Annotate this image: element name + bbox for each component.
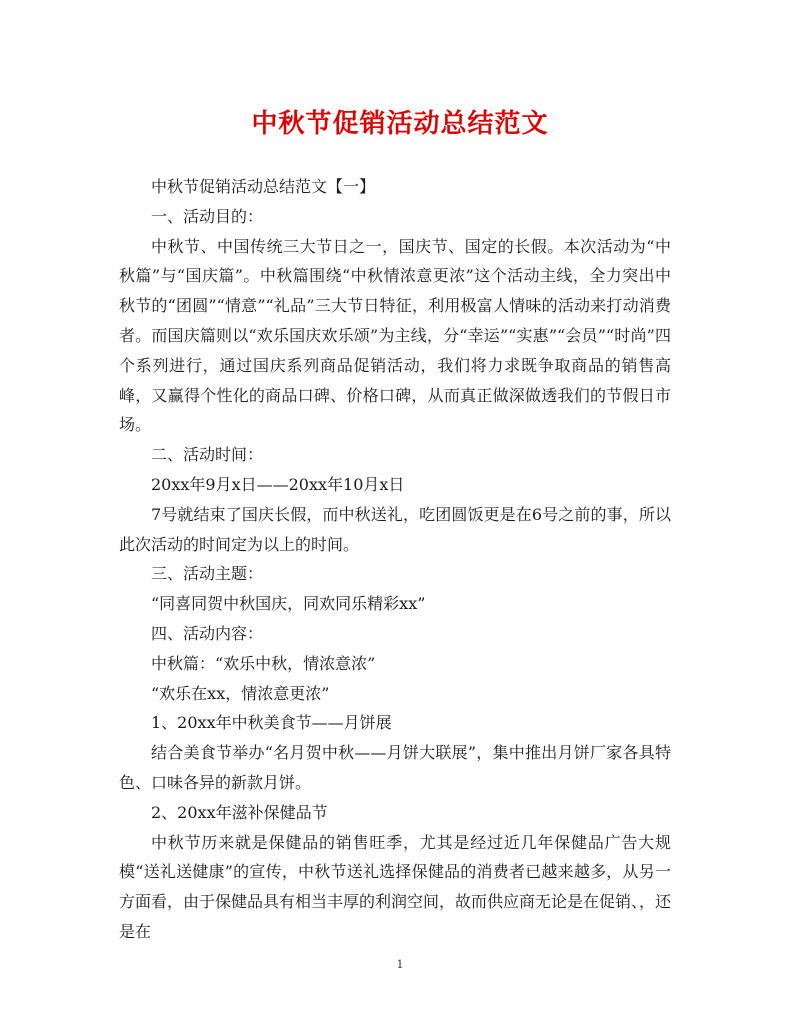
paragraph: 中秋篇：“欢乐中秋，情浓意浓” — [151, 653, 376, 673]
paragraph: 结合美食节举办“名月贺中秋——月饼大联展”，集中推出月饼厂家各具特色、口味各异的新款月饼。 — [119, 743, 671, 792]
document-title: 中秋节促销活动总结范文 — [251, 109, 549, 139]
section-heading: 一、活动目的： — [151, 206, 264, 226]
paragraph: 1、20xx年中秋美食节——月饼展 — [151, 713, 392, 733]
paragraph: 中秋节、中国传统三大节日之一，国庆节、国定的长假。本次活动为“中秋篇”与“国庆篇”。中秋篇围绕“中秋情浓意更浓”这个活动主线，全力突出中秋节的“团圆”“情意”“礼品”三大节日特征，利用极富人情味的活动来打动消费者。而国庆篇则以“欢乐国庆欢乐颂”为主线，分“幸运”“实惠”“会员”“时尚”四个系列进行，通过国庆系列商品促销活动，我们将力求既争取商品的销售高峰，又赢得个性化的商品口碑、价格口碑，从而真正做深做透我们的节假日市场。 — [119, 236, 671, 435]
section-heading: 二、活动时间： — [151, 445, 264, 465]
page-number: 1 — [396, 958, 404, 971]
section-heading: 四、活动内容： — [151, 623, 264, 643]
section-heading: 中秋节促销活动总结范文【一】 — [151, 177, 376, 196]
section-heading: 三、活动主题： — [151, 564, 264, 584]
paragraph: 2、20xx年滋补保健品节 — [151, 802, 328, 822]
paragraph: “欢乐在xx，情浓意更浓” — [151, 683, 330, 703]
paragraph: 7号就结束了国庆长假，而中秋送礼，吃团圆饭更是在6号之前的事，所以此次活动的时间定为以上的时间。 — [119, 504, 671, 554]
paragraph: “同喜同贺中秋国庆，同欢同乐精彩xx” — [151, 594, 426, 614]
document-body — [119, 172, 671, 947]
paragraph: 20xx年9月x日——20xx年10月x日 — [151, 474, 405, 494]
paragraph: 中秋节历来就是保健品的销售旺季，尤其是经过近几年保健品广告大规模“送礼送健康”的宣传，中秋节送礼选择保健品的消费者已越来越多，从另一方面看，由于保健品具有相当丰厚的利润空间，故而供应商无论是在促销、，还是在 — [119, 832, 672, 941]
